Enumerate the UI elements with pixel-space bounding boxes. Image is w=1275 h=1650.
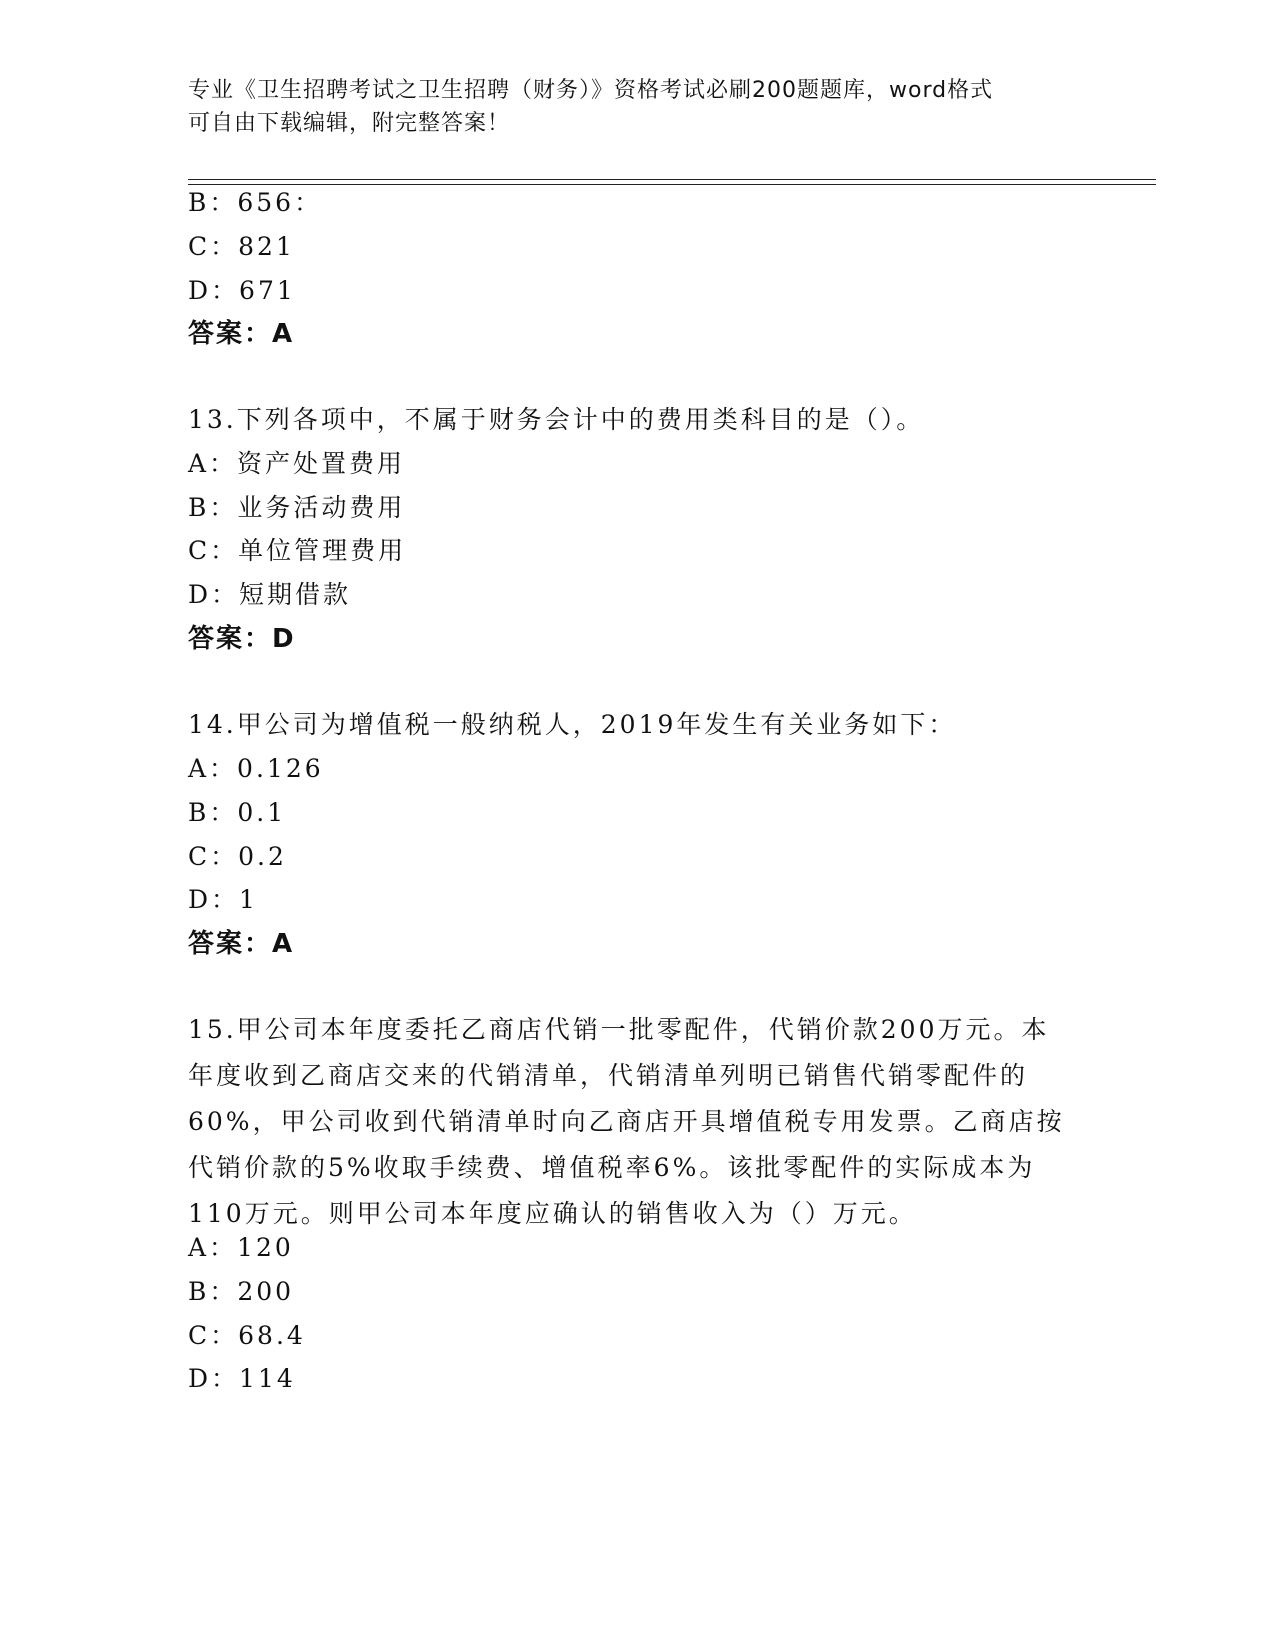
q15-question-line: 15.甲公司本年度委托乙商店代销一批零配件，代销价款200万元。本: [188, 1015, 1050, 1044]
q15-question-line: 代销价款的5%收取手续费、增值税率6%。该批零配件的实际成本为: [188, 1153, 1036, 1182]
q13-option-d: D：短期借款: [188, 580, 352, 609]
q14-option-b: B：0.1: [188, 798, 287, 827]
q15-option-a: A：120: [188, 1233, 294, 1262]
q12-option-b: B：656：: [188, 188, 323, 217]
q13-question: 13.下列各项中，不属于财务会计中的费用类科目的是（）。: [188, 405, 925, 434]
q13-option-b: B：业务活动费用: [188, 493, 406, 522]
q15-option-d: D：114: [188, 1364, 296, 1393]
q15-question: [188, 1007, 1088, 1237]
header-divider-bottom: [188, 184, 1156, 185]
document-header: [188, 74, 1068, 140]
header-line-1: 专业《卫生招聘考试之卫生招聘（财务）》资格考试必刷200题题库，word格式: [188, 78, 994, 103]
q14-option-c: C：0.2: [188, 842, 287, 871]
q14-question: 14.甲公司为增值税一般纳税人，2019年发生有关业务如下：: [188, 710, 957, 739]
header-divider-top: [188, 179, 1156, 180]
header-line-2: 可自由下载编辑，附完整答案！: [188, 111, 511, 136]
q15-option-c: C：68.4: [188, 1321, 306, 1350]
q13-option-c: C：单位管理费用: [188, 536, 407, 565]
q15-question-line: 110万元。则甲公司本年度应确认的销售收入为（）万元。: [188, 1199, 917, 1228]
q13-option-a: A：资产处置费用: [188, 449, 406, 478]
q14-option-d: D：1: [188, 885, 258, 914]
q14-option-a: A：0.126: [188, 754, 324, 783]
q12-option-d: D：671: [188, 276, 296, 305]
q12-answer: 答案：A: [188, 319, 295, 349]
q15-option-b: B：200: [188, 1277, 295, 1306]
q13-answer: 答案：D: [188, 624, 296, 654]
q15-question-line: 年度收到乙商店交来的代销清单，代销清单列明已销售代销零配件的: [188, 1061, 1029, 1090]
q14-answer: 答案：A: [188, 929, 295, 959]
q12-option-c: C：821: [188, 232, 295, 261]
q15-question-line: 60%，甲公司收到代销清单时向乙商店开具增值税专用发票。乙商店按: [188, 1107, 1065, 1136]
